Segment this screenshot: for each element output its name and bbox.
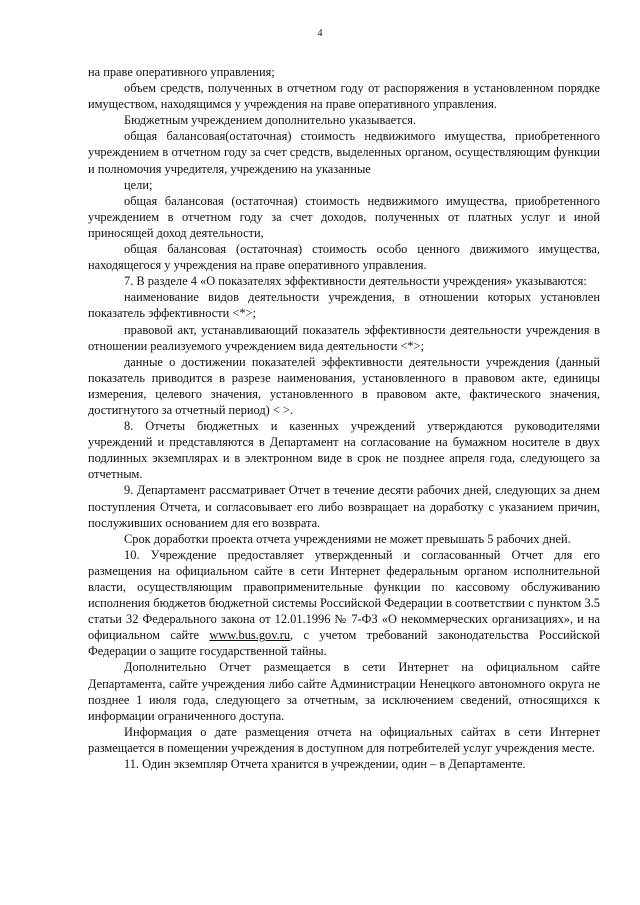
- paragraph-publication-date-info: Информация о дате размещения отчета на официальных сайтах в сети Интернет размещается в помещении учреждения в доступном для потребителей услуг учреждения месте.: [88, 724, 600, 755]
- paragraph-budget-institution-note: Бюджетным учреждением дополнительно указывается.: [124, 113, 417, 128]
- section-10-text-start: 10. Учреждение предоставляет утвержденный и согласованный Отчет для его размещения на официальном сайте в сети Интернет федеральным органом исполнительной власти, осуществляющим правоприменительные функции по кассовому обслуживанию исполнения бюджетов бюджетной системы Российской Федерации в соответствии с пунктом 3.5 статьи 32 Федерального закона от 12.01.1996 № 7-ФЗ «О некоммерческих организациях», и на официальном сайте: [88, 547, 600, 643]
- paragraph-continuation: на праве оперативного управления;: [88, 65, 275, 79]
- paragraph-section-8: 8. Отчеты бюджетных и казенных учреждений утверждаются руководителями учреждений и представляются в Департамент на согласование на бумажном носителе в двух подлинных экземплярах и в электронном виде в срок не позднее апреля года, следующего за отчетным.: [88, 419, 600, 482]
- document-body: [88, 64, 600, 772]
- paragraph-section-9: 9. Департамент рассматривает Отчет в течение десяти рабочих дней, следующих за днем поступления Отчета, и согласовывает его либо возвращает на доработку с указанием причин, послуживших основанием для его возврата.: [88, 483, 600, 530]
- paragraph-revision-term: Срок доработки проекта отчета учреждениями не может превышать 5 рабочих дней.: [124, 531, 571, 546]
- page-number: 4: [317, 28, 323, 39]
- paragraph-funds-disposal: объем средств, полученных в отчетном году от распоряжения в установленном порядке имуществом, находящимся у учреждения на праве оперативного управления.: [88, 81, 600, 112]
- section-10-text-end: , с учетом требований законодательства Российской Федерации о защите государственной тайны.: [88, 628, 600, 659]
- paragraph-indicator-data: данные о достижении показателей эффективности деятельности учреждения (данный показатель приводится в разрезе наименования, установленного в правовом акте, единицы измерения, целевого значения, установленного в правовом акте, фактического значения, достигнутого за отчетный период) < >.: [88, 354, 600, 417]
- paragraph-section-10: [88, 547, 600, 660]
- paragraph-section-11: 11. Один экземпляр Отчета хранится в учреждении, один – в Департаменте.: [124, 757, 526, 772]
- paragraph-movable-property: общая балансовая (остаточная) стоимость особо ценного движимого имущества, находящегося у учреждения на праве оперативного управления.: [88, 242, 600, 273]
- paragraph-property-paid-services: общая балансовая (остаточная) стоимость недвижимого имущества, приобретенного учреждением в отчетном году за счет доходов, полученных от платных услуг и иной приносящей доход деятельности,: [88, 193, 600, 240]
- paragraph-legal-act: правовой акт, устанавливающий показатель эффективности деятельности учреждения в отношении реализуемого учреждением вида деятельности <*>;: [88, 322, 600, 353]
- bus-gov-link[interactable]: www.bus.gov.ru: [209, 628, 291, 643]
- paragraph-activity-types: наименование видов деятельности учреждения, в отношении которых установлен показатель эффективности <*>;: [88, 290, 600, 321]
- paragraph-additional-publication: Дополнительно Отчет размещается в сети Интернет на официальном сайте Департамента, сайте учреждения либо сайте Администрации Ненецкого автономного округа не позднее 1 июля года, следующего за отчетным, за исключением сведений, относящихся к информации ограниченного доступа.: [88, 660, 600, 723]
- paragraph-section-7: 7. В разделе 4 «О показателях эффективности деятельности учреждения» указываются:: [124, 274, 587, 289]
- paragraph-property-founder-funds: общая балансовая(остаточная) стоимость недвижимого имущества, приобретенного учреждением в отчетном году за счет средств, выделенных органом, осуществляющим функции и полномочия учредителя, учреждению на указанные: [88, 129, 600, 176]
- paragraph-goals: цели;: [124, 177, 153, 192]
